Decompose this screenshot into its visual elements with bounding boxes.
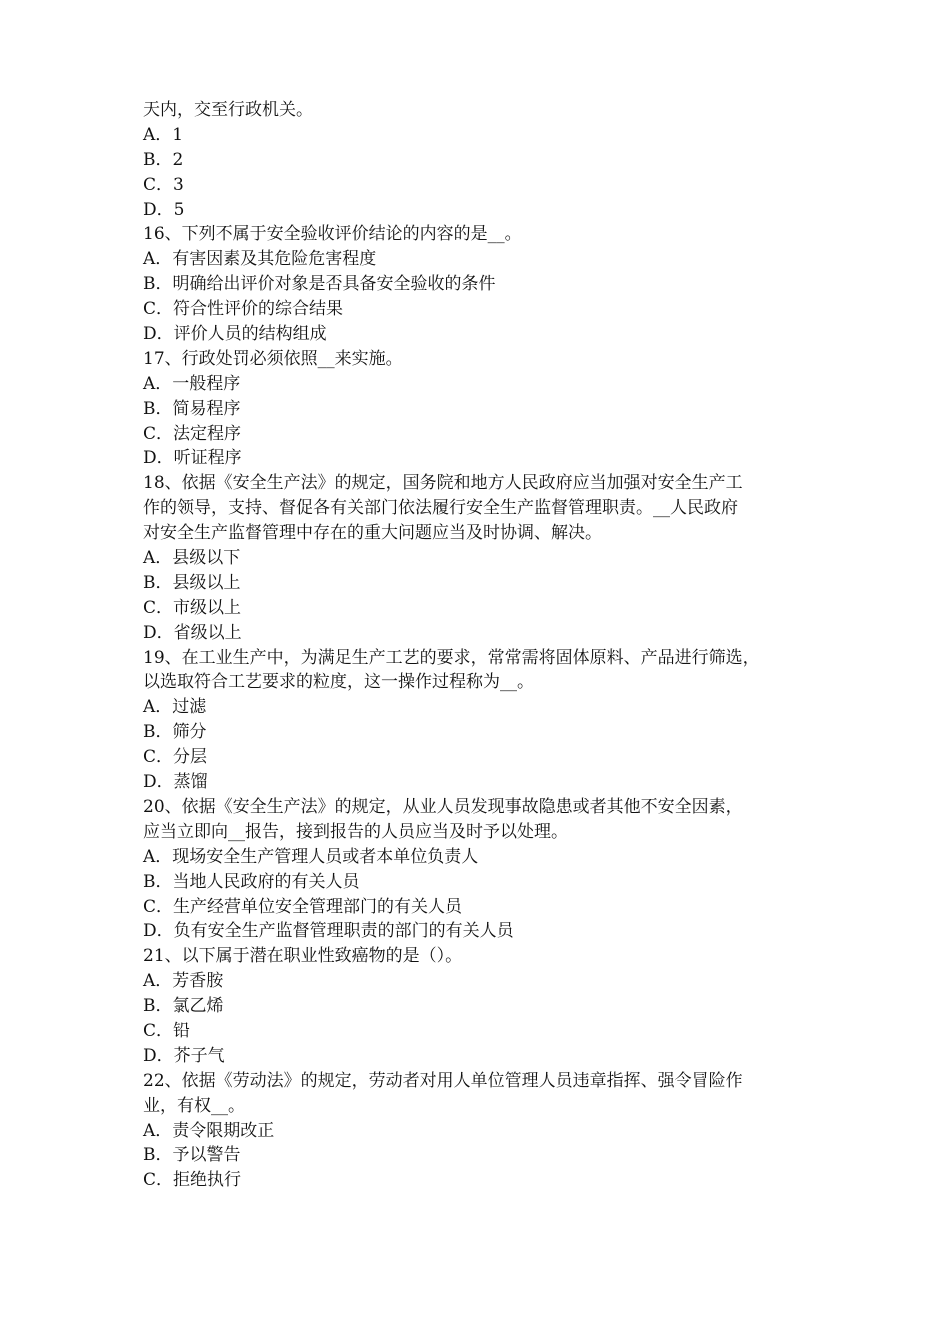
q21-option-b: B．氯乙烯 (143, 996, 224, 1017)
q17-option-a: A．一般程序 (143, 373, 241, 394)
q16-stem: 16、下列不属于安全验收评价结论的内容的是__。 (143, 224, 522, 245)
q21-stem: 21、以下属于潜在职业性致癌物的是（）。 (143, 946, 463, 967)
q22-option-a: A．责令限期改正 (143, 1120, 275, 1141)
q18-option-a: A．县级以下 (143, 548, 241, 569)
q20-option-b: B．当地人民政府的有关人员 (143, 871, 360, 892)
q15-option-b: B．2 (143, 149, 184, 170)
q22-stem-line-1: 22、依据《劳动法》的规定，劳动者对用人单位管理人员违章指挥、强令冒险作 (143, 1070, 743, 1091)
q19-stem-line-1: 19、在工业生产中，为满足生产工艺的要求，常常需将固体原料、产品进行筛选， (143, 647, 760, 668)
q19-option-b: B．筛分 (143, 722, 207, 743)
q20-option-a: A．现场安全生产管理人员或者本单位负责人 (143, 846, 479, 867)
q21-option-d: D．芥子气 (143, 1045, 225, 1066)
q16-option-d: D．评价人员的结构组成 (143, 324, 327, 345)
q15-option-c: C．3 (143, 174, 184, 195)
q15-option-a: A．1 (143, 124, 184, 145)
q22-option-b: B．予以警告 (143, 1145, 241, 1166)
document-page (143, 98, 823, 1193)
q21-option-c: C．铅 (143, 1020, 191, 1041)
q17-option-b: B．简易程序 (143, 398, 241, 419)
q18-option-d: D．省级以上 (143, 622, 242, 643)
q20-option-c: C．生产经营单位安全管理部门的有关人员 (143, 896, 463, 917)
q18-stem-line-2: 作的领导，支持、督促各有关部门依法履行安全生产监督管理职责。__人民政府 (143, 498, 738, 519)
q18-stem-line-1: 18、依据《安全生产法》的规定，国务院和地方人民政府应当加强对安全生产工 (143, 473, 743, 494)
q22-option-c: C．拒绝执行 (143, 1170, 242, 1191)
q17-option-d: D．听证程序 (143, 448, 242, 469)
q20-option-d: D．负有安全生产监督管理职责的部门的有关人员 (143, 921, 514, 942)
q18-stem-line-3: 对安全生产监督管理中存在的重大问题应当及时协调、解决。 (143, 523, 602, 544)
q19-option-d: D．蒸馏 (143, 772, 208, 793)
q16-option-a: A．有害因素及其危险危害程度 (143, 249, 377, 270)
q22-stem-line-2: 业，有权__。 (143, 1095, 245, 1116)
q19-stem-line-2: 以选取符合工艺要求的粒度，这一操作过程称为__。 (143, 672, 534, 693)
q18-option-b: B．县级以上 (143, 572, 241, 593)
q16-option-b: B．明确给出评价对象是否具备安全验收的条件 (143, 274, 496, 295)
q19-option-a: A．过滤 (143, 697, 207, 718)
q18-option-c: C．市级以上 (143, 597, 242, 618)
q17-stem: 17、行政处罚必须依照__来实施。 (143, 348, 403, 369)
q19-option-c: C．分层 (143, 747, 208, 768)
q20-stem-line-2: 应当立即向__报告，接到报告的人员应当及时予以处理。 (143, 821, 568, 842)
q16-option-c: C．符合性评价的综合结果 (143, 299, 344, 320)
q15-option-d: D．5 (143, 199, 185, 220)
q15-continuation: 天内，交至行政机关。 (143, 100, 313, 120)
q17-option-c: C．法定程序 (143, 423, 242, 444)
q20-stem-line-1: 20、依据《安全生产法》的规定，从业人员发现事故隐患或者其他不安全因素， (143, 796, 743, 817)
q21-option-a: A．芳香胺 (143, 971, 224, 992)
